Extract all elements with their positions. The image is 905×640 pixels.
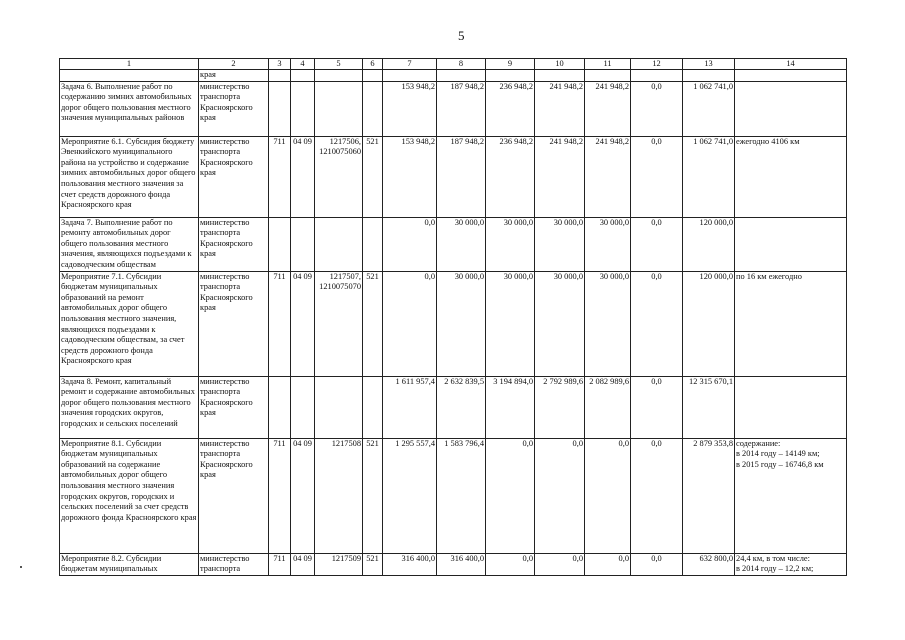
- table-cell: 711: [269, 553, 291, 575]
- program-table: [59, 58, 847, 576]
- column-header: 5: [315, 59, 363, 70]
- table-row: [60, 217, 847, 271]
- table-cell: 711: [269, 136, 291, 217]
- table-cell: [269, 70, 291, 82]
- table-cell: [735, 217, 847, 271]
- table-cell: 236 948,2: [486, 81, 535, 136]
- table-cell: [631, 70, 683, 82]
- table-cell: 30 000,0: [535, 217, 585, 271]
- table-cell: 0,0: [486, 553, 535, 575]
- table-cell: министерство транспорта Красноярского края: [199, 376, 269, 438]
- table-cell: [291, 217, 315, 271]
- table-cell: министерство транспорта Красноярского края: [199, 271, 269, 376]
- table-cell: 153 948,2: [383, 136, 437, 217]
- table-cell: министерство транспорта Красноярского края: [199, 81, 269, 136]
- table-cell: 04 09: [291, 271, 315, 376]
- table-cell: 0,0: [585, 438, 631, 553]
- column-header: 2: [199, 59, 269, 70]
- table-cell: 2 632 839,5: [437, 376, 486, 438]
- table-cell: 0,0: [383, 271, 437, 376]
- table-cell: 2 792 989,6: [535, 376, 585, 438]
- table-cell: [291, 376, 315, 438]
- table-cell: Задача 7. Выполнение работ по ремонту автомобильных дорог общего пользования местного значения, являющихся подъездами к садоводческим обществам: [60, 217, 199, 271]
- table-cell: [437, 70, 486, 82]
- table-cell: 0,0: [535, 553, 585, 575]
- table-cell: 1 295 557,4: [383, 438, 437, 553]
- column-header: 3: [269, 59, 291, 70]
- table-cell: содержание: в 2014 году – 14149 км; в 2015 году – 16746,8 км: [735, 438, 847, 553]
- table-row: [60, 438, 847, 553]
- table-cell: 0,0: [631, 217, 683, 271]
- table-cell: [291, 81, 315, 136]
- column-header: 11: [585, 59, 631, 70]
- column-header: 10: [535, 59, 585, 70]
- table-row: [60, 271, 847, 376]
- column-header: 7: [383, 59, 437, 70]
- table-cell: [291, 70, 315, 82]
- table-cell: 1 062 741,0: [683, 136, 735, 217]
- table-cell: Задача 8. Ремонт, капитальный ремонт и содержание автомобильных дорог общего пользования местного значения городских округов, городских и сельских поселений: [60, 376, 199, 438]
- table-row: [60, 81, 847, 136]
- table-row: [60, 553, 847, 575]
- table-cell: [269, 376, 291, 438]
- table-cell: 1217507, 1210075070: [315, 271, 363, 376]
- table-cell: министерство транспорта: [199, 553, 269, 575]
- table-cell: Мероприятие 7.1. Субсидии бюджетам муниципальных образований на ремонт автомобильных дорог общего пользования местного значения, являющихся подъездами к садоводческим обществам, за счет средств дорожного фонда Красноярского края: [60, 271, 199, 376]
- table-cell: [363, 81, 383, 136]
- table-cell: 30 000,0: [486, 217, 535, 271]
- table-cell: Мероприятие 6.1. Субсидия бюджету Эвенкийского муниципального района на устройство и содержание зимних автомобильных дорог общего пользования местного значения за счет средств дорожного фонда Красноярского края: [60, 136, 199, 217]
- table-row: [60, 136, 847, 217]
- table-cell: 1217506, 1210075060: [315, 136, 363, 217]
- table-cell: ежегодно 4106 км: [735, 136, 847, 217]
- table-cell: 153 948,2: [383, 81, 437, 136]
- table-cell: 2 879 353,8: [683, 438, 735, 553]
- table-cell: 236 948,2: [486, 136, 535, 217]
- table-cell: 1217508: [315, 438, 363, 553]
- table-cell: 0,0: [383, 217, 437, 271]
- table-cell: 1217509: [315, 553, 363, 575]
- column-header: 1: [60, 59, 199, 70]
- table-cell: 521: [363, 438, 383, 553]
- table-cell: 04 09: [291, 438, 315, 553]
- column-header: 9: [486, 59, 535, 70]
- table-cell: 2 082 989,6: [585, 376, 631, 438]
- table-cell: 521: [363, 553, 383, 575]
- table-cell: 1 583 796,4: [437, 438, 486, 553]
- table-cell: министерство транспорта Красноярского края: [199, 217, 269, 271]
- table-cell: [315, 70, 363, 82]
- column-header: 8: [437, 59, 486, 70]
- table-cell: края: [199, 70, 269, 82]
- table-cell: 30 000,0: [437, 217, 486, 271]
- table-cell: 316 400,0: [437, 553, 486, 575]
- column-header: 14: [735, 59, 847, 70]
- table-cell: [315, 376, 363, 438]
- table-body: [60, 70, 847, 576]
- table-cell: 521: [363, 271, 383, 376]
- table-cell: [363, 217, 383, 271]
- table-cell: 0,0: [631, 438, 683, 553]
- table-cell: 0,0: [631, 271, 683, 376]
- table-cell: 632 800,0: [683, 553, 735, 575]
- table-cell: [585, 70, 631, 82]
- table-cell: 3 194 894,0: [486, 376, 535, 438]
- table-row: [60, 376, 847, 438]
- table-cell: [486, 70, 535, 82]
- table-cell: министерство транспорта Красноярского края: [199, 438, 269, 553]
- table-row: [60, 70, 847, 82]
- table-cell: по 16 км ежегодно: [735, 271, 847, 376]
- table-cell: [735, 70, 847, 82]
- table-cell: [269, 81, 291, 136]
- table-cell: 120 000,0: [683, 271, 735, 376]
- table-cell: 120 000,0: [683, 217, 735, 271]
- scan-speck: [20, 566, 22, 568]
- table-cell: [269, 217, 291, 271]
- table-cell: [735, 376, 847, 438]
- header-row: [60, 59, 847, 70]
- table-cell: 0,0: [585, 553, 631, 575]
- table-cell: 30 000,0: [585, 271, 631, 376]
- table-cell: [363, 70, 383, 82]
- table-cell: министерство транспорта Красноярского края: [199, 136, 269, 217]
- table-cell: 04 09: [291, 553, 315, 575]
- table-cell: 1 062 741,0: [683, 81, 735, 136]
- table-cell: 1 611 957,4: [383, 376, 437, 438]
- table-cell: 0,0: [486, 438, 535, 553]
- column-header: 12: [631, 59, 683, 70]
- column-header: 6: [363, 59, 383, 70]
- table-cell: Задача 6. Выполнение работ по содержанию зимних автомобильных дорог общего пользования местного значения муниципальных районов: [60, 81, 199, 136]
- table-cell: 241 948,2: [585, 81, 631, 136]
- table-cell: 30 000,0: [486, 271, 535, 376]
- table-cell: 0,0: [631, 376, 683, 438]
- table-cell: [60, 70, 199, 82]
- table-cell: 187 948,2: [437, 81, 486, 136]
- column-header: 13: [683, 59, 735, 70]
- table-cell: 04 09: [291, 136, 315, 217]
- table-cell: 316 400,0: [383, 553, 437, 575]
- table-cell: 241 948,2: [535, 136, 585, 217]
- table-cell: 30 000,0: [437, 271, 486, 376]
- table-cell: [683, 70, 735, 82]
- table-cell: [315, 217, 363, 271]
- table-cell: [363, 376, 383, 438]
- column-header: 4: [291, 59, 315, 70]
- table-cell: [315, 81, 363, 136]
- table-cell: 24,4 км, в том числе: в 2014 году – 12,2 км;: [735, 553, 847, 575]
- table-cell: 0,0: [631, 81, 683, 136]
- table-cell: Мероприятие 8.1. Субсидии бюджетам муниципальных образований на содержание автомобильных дорог общего пользования местного значения городских округов, городских и сельских поселений за счет средств дорожного фонда Красноярского края: [60, 438, 199, 553]
- table-cell: 711: [269, 438, 291, 553]
- table-cell: 0,0: [631, 553, 683, 575]
- table-cell: Мероприятие 8.2. Субсидии бюджетам муниципальных: [60, 553, 199, 575]
- table-cell: [383, 70, 437, 82]
- table-cell: 0,0: [631, 136, 683, 217]
- table-cell: [535, 70, 585, 82]
- table-cell: 187 948,2: [437, 136, 486, 217]
- table-cell: 241 948,2: [535, 81, 585, 136]
- table-cell: 711: [269, 271, 291, 376]
- table-cell: 30 000,0: [535, 271, 585, 376]
- table-cell: [735, 81, 847, 136]
- table-cell: 521: [363, 136, 383, 217]
- table-cell: 12 315 670,1: [683, 376, 735, 438]
- table-cell: 0,0: [535, 438, 585, 553]
- page-number: 5: [458, 28, 465, 43]
- table-cell: 241 948,2: [585, 136, 631, 217]
- table-cell: 30 000,0: [585, 217, 631, 271]
